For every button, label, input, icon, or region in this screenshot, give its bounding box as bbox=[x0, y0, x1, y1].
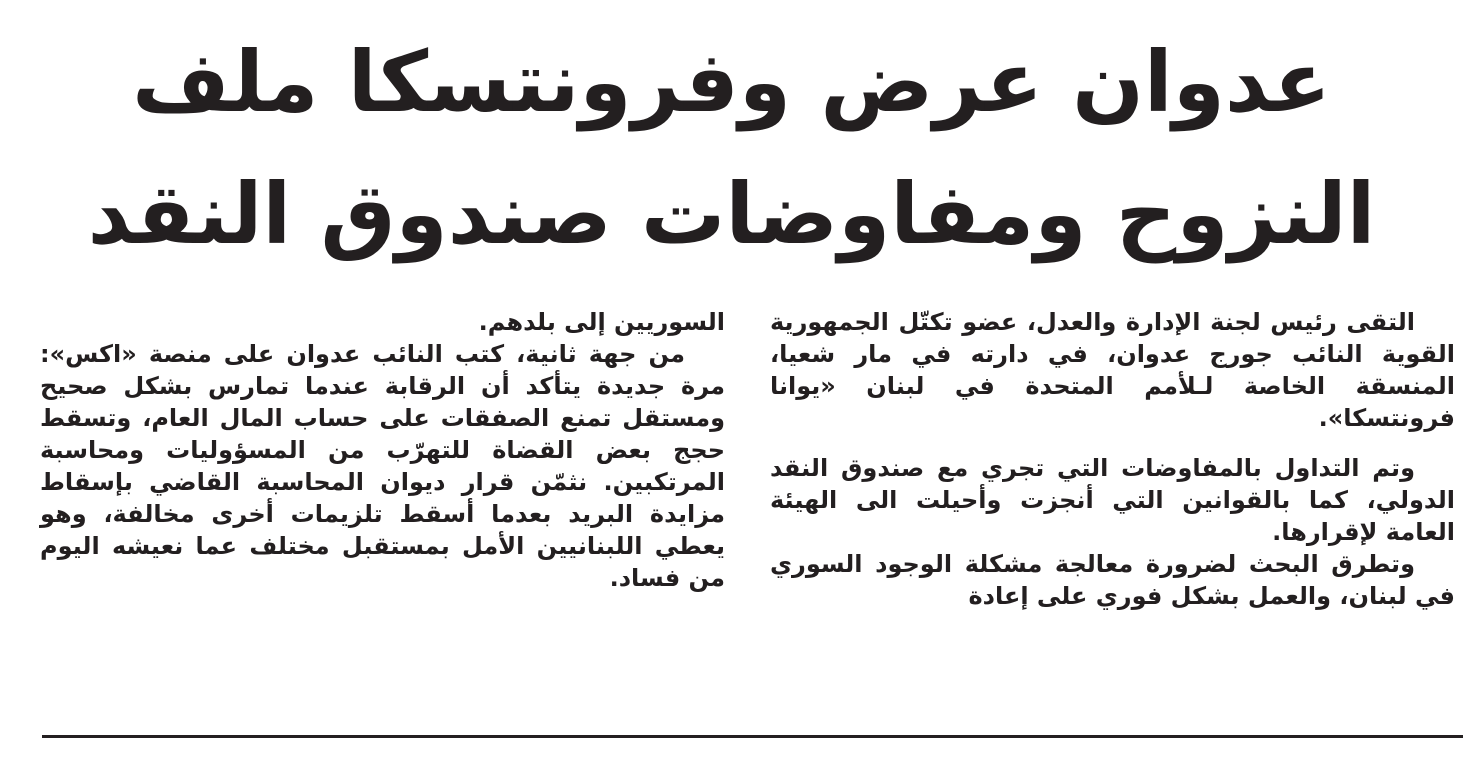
paragraph-continuation: السوريين إلى بلدهم. bbox=[478, 308, 725, 336]
paragraph-meeting: التقى رئيس لجنة الإدارة والعدل، عضو تكتّل الجمهورية القوية النائب جورج عدوان، في دارته في مار شعيا، المنسقة الخاصة لـلأمم المتحدة في لبنان «يوانا فرونتسكا». bbox=[770, 308, 1455, 432]
article-column-left bbox=[40, 306, 725, 594]
bottom-divider bbox=[42, 735, 1463, 738]
paragraph-x-post: من جهة ثانية، كتب النائب عدوان على منصة «اكس»: مرة جديدة يتأكد أن الرقابة عندما تمارس بشكل صحيح ومستقل تمنع الصفقات على حساب المال العام، وتسقط حجج بعض القضاة للتهرّب من المسؤوليات ومحاسبة المرتكبين. نثمّن قرار ديوان المحاسبة القاضي بإسقاط مزايدة البريد بعدما أسقط تلزيمات أخرى مخالفة، وهو يعطي اللبنانيين الأمل بمستقبل مختلف عما نعيشه اليوم من فساد. bbox=[40, 340, 725, 592]
headline-line-1: عدوان عرض وفرونتسكا ملف bbox=[132, 33, 1331, 131]
headline-line-2: النزوح ومفاوضات صندوق النقد bbox=[87, 165, 1376, 263]
paragraph-syrian-presence: وتطرق البحث لضرورة معالجة مشكلة الوجود السوري في لبنان، والعمل بشكل فوري على إعادة bbox=[770, 550, 1455, 610]
paragraph-imf-negotiations: وتم التداول بالمفاوضات التي تجري مع صندوق النقد الدولي، كما بالقوانين التي أنجزت وأحيلت الى الهيئة العامة لإقرارها. bbox=[770, 454, 1455, 546]
article-column-right bbox=[770, 306, 1455, 612]
